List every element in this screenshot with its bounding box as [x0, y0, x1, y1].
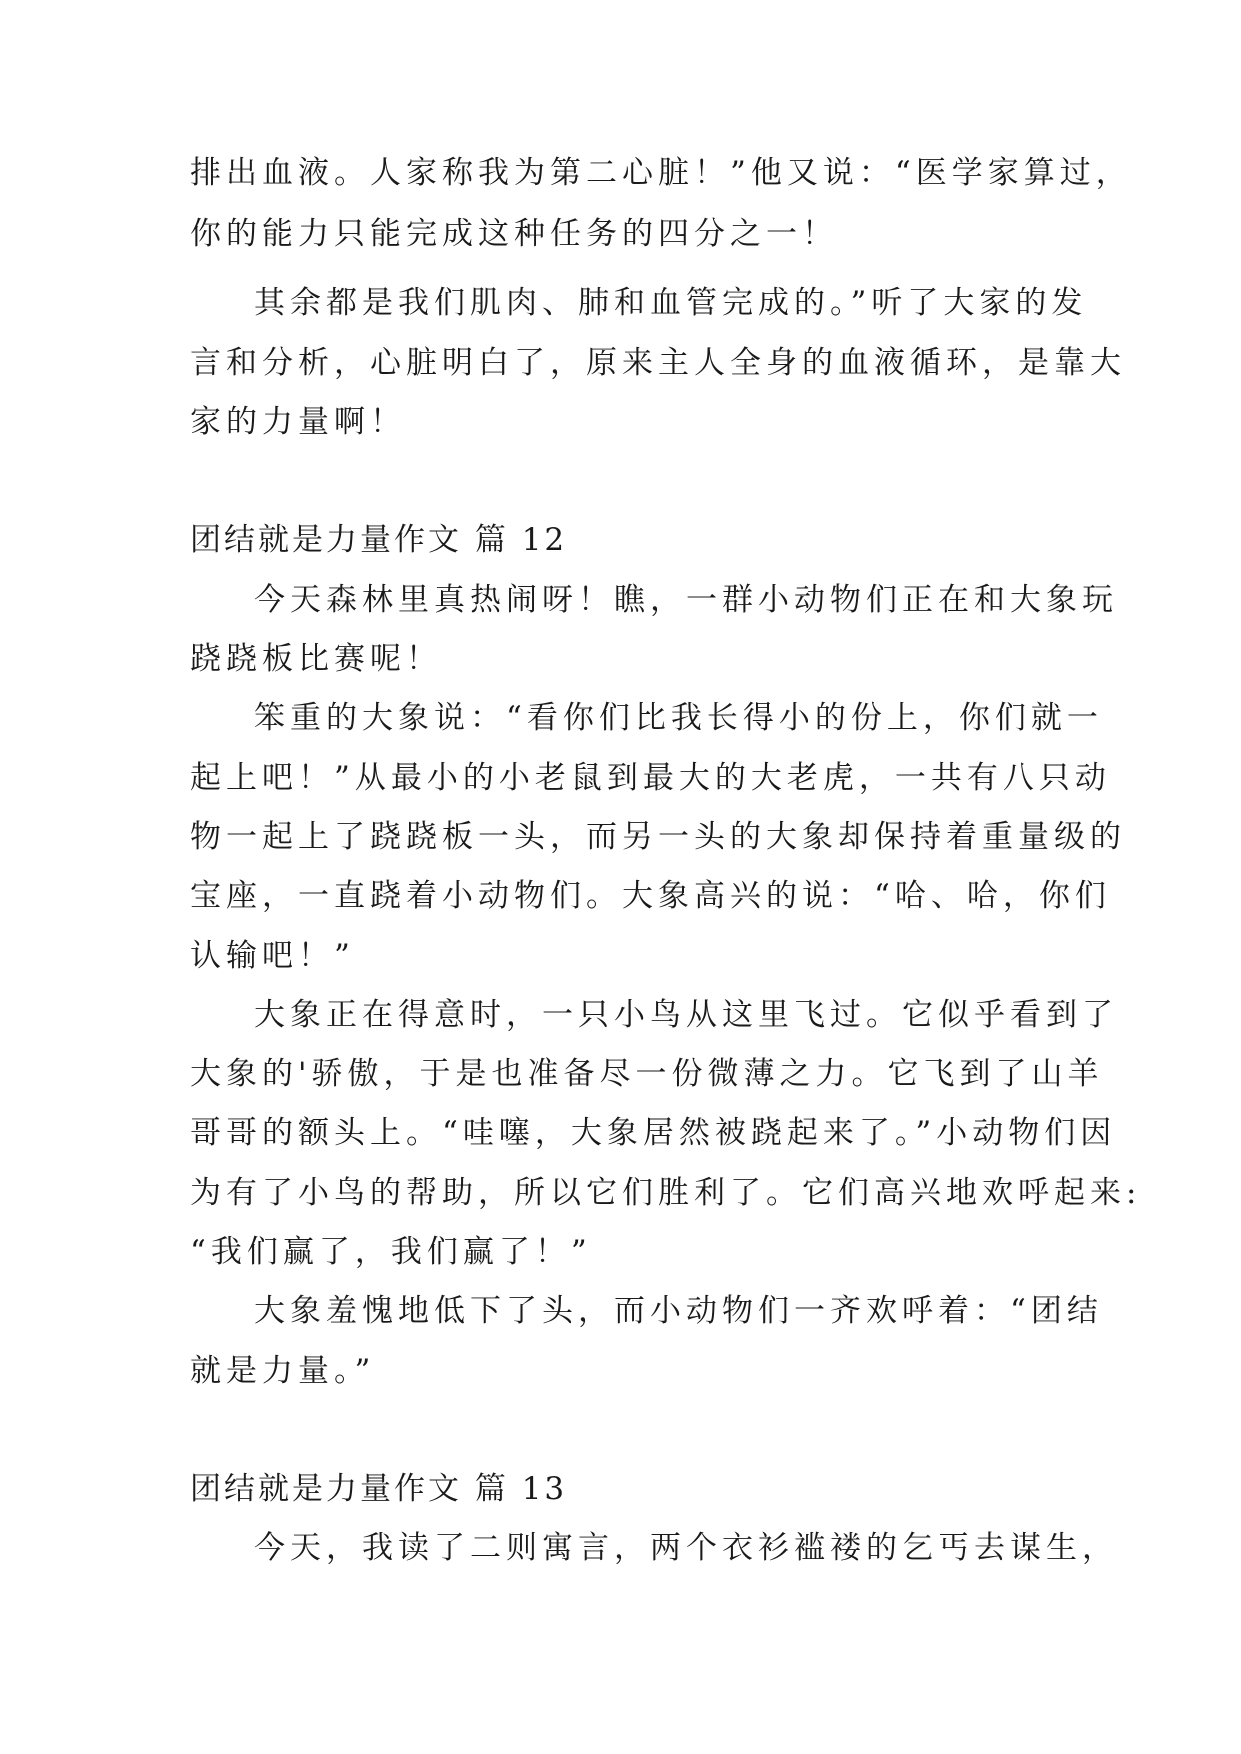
paragraph-line: 跷跷板比赛呢！: [190, 641, 442, 677]
paragraph-line: 起上吧！”从最小的小老鼠到最大的大老虎，一共有八只动: [190, 760, 1111, 796]
paragraph-line: 认输吧！”: [190, 938, 355, 974]
section-heading: 团结就是力量作文 篇 12: [190, 522, 568, 558]
paragraph-line: 笨重的大象说：“看你们比我长得小的份上，你们就一: [254, 700, 1103, 736]
section-heading: 团结就是力量作文 篇 13: [190, 1471, 568, 1507]
paragraph-line: 大象的'骄傲，于是也准备尽一份微薄之力。它飞到了山羊: [190, 1056, 1104, 1092]
paragraph-line: 为有了小鸟的帮助，所以它们胜利了。它们高兴地欢呼起来:: [190, 1175, 1142, 1211]
paragraph-line: “我们赢了，我们赢了！”: [190, 1234, 592, 1270]
paragraph-line: 哥哥的额头上。“哇噻，大象居然被跷起来了。”小动物们因: [190, 1115, 1117, 1151]
paragraph-line: 你的能力只能完成这种任务的四分之一！: [190, 216, 838, 252]
paragraph-line: 宝座，一直跷着小动物们。大象高兴的说：“哈、哈，你们: [190, 878, 1111, 914]
paragraph-line: 其余都是我们肌肉、肺和血管完成的。”听了大家的发: [254, 285, 1088, 321]
paragraph-line: 物一起上了跷跷板一头，而另一头的大象却保持着重量级的: [190, 819, 1126, 855]
paragraph-line: 今天，我读了二则寓言，两个衣衫褴褛的乞丐去谋生，: [254, 1530, 1118, 1566]
paragraph-line: 就是力量。”: [190, 1353, 376, 1389]
paragraph-line: 大象羞愧地低下了头，而小动物们一齐欢呼着：“团结: [254, 1293, 1103, 1329]
paragraph-line: 大象正在得意时，一只小鸟从这里飞过。它似乎看到了: [254, 997, 1118, 1033]
paragraph-line: 言和分析，心脏明白了，原来主人全身的血液循环，是靠大: [190, 345, 1126, 381]
paragraph-line: 家的力量啊！: [190, 404, 406, 440]
paragraph-line: 今天森林里真热闹呀！瞧，一群小动物们正在和大象玩: [254, 582, 1118, 618]
paragraph-line: 排出血液。人家称我为第二心脏！”他又说：“医学家算过，: [190, 155, 1132, 191]
